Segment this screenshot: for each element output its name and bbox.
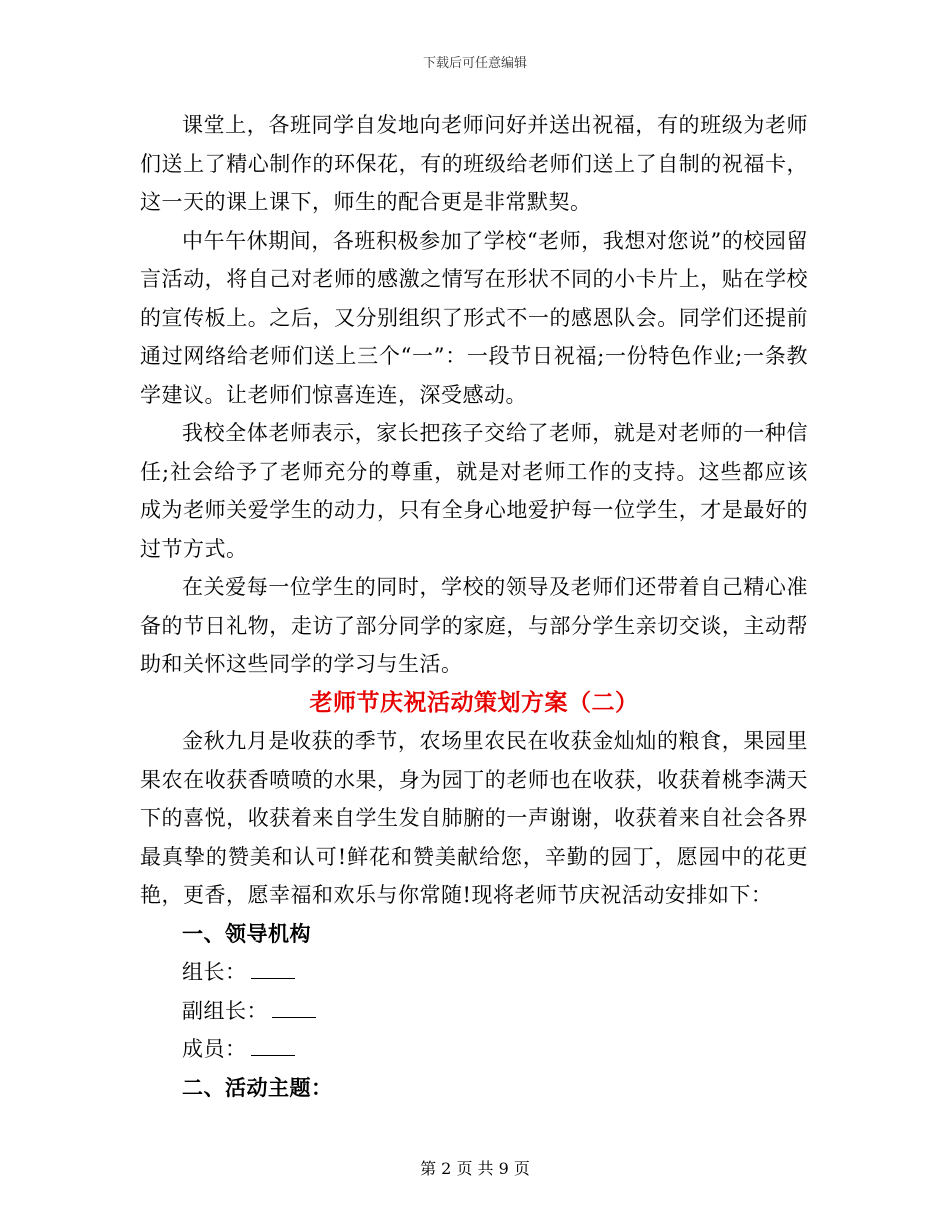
field-deputy-blank bbox=[272, 997, 316, 1018]
document-body bbox=[140, 106, 808, 1107]
page-header: 下载后可任意编辑 bbox=[422, 56, 527, 71]
field-deputy-label: 副组长： bbox=[182, 998, 268, 1023]
page-footer: 第 2 页 共 9 页 bbox=[420, 1159, 530, 1178]
field-leader-label: 组长： bbox=[182, 960, 247, 984]
paragraph-home-visit: 在关爱每一位学生的同时，学校的领导及老师们还带着自己精心准备的节日礼物，走访了部分同学的家庭，与部分学生亲切交谈，主动帮助和关怀这些同学的学习与生活。 bbox=[140, 575, 808, 676]
field-member-label: 成员： bbox=[182, 1037, 247, 1061]
field-deputy bbox=[140, 992, 808, 1031]
paragraph-teacher-statement: 我校全体老师表示，家长把孩子交给了老师，就是对老师的一种信任;社会给予了老师充分的尊重，就是对老师工作的支持。这些都应该成为老师关爱学生的动力，只有全身心地爱护每一位学生，才是最好的过节方式。 bbox=[140, 421, 808, 561]
paragraph-classroom: 课堂上，各班同学自发地向老师问好并送出祝福，有的班级为老师们送上了精心制作的环保花，有的班级给老师们送上了自制的祝福卡，这一天的课上课下，师生的配合更是非常默契。 bbox=[140, 113, 808, 214]
heading-leadership: 一、领导机构 bbox=[182, 920, 311, 946]
paragraph-noon-activity: 中午午休期间，各班积极参加了学校“老师，我想对您说”的校园留言活动，将自己对老师的感激之情写在形状不同的小卡片上，贴在学校的宣传板上。之后，又分别组织了形式不一的感恩队会。同学们还提前通过网络给老师们送上三个“一”：一段节日祝福;一份特色作业;一条教学建议。让老师们惊喜连连，深受感动。 bbox=[140, 228, 808, 407]
section-title: 老师节庆祝活动策划方案（二） bbox=[309, 688, 639, 716]
field-member-blank bbox=[251, 1035, 295, 1056]
paragraph-intro: 金秋九月是收获的季节，农场里农民在收获金灿灿的粮食，果园里果农在收获香喷喷的水果，身为园丁的老师也在收获，收获着桃李满天下的喜悦，收获着来自学生发自肺腑的一声谢谢，收获着来自社会各界最真挚的赞美和认可!鲜花和赞美献给您，辛勤的园丁，愿园中的花更艳，更香，愿幸福和欢乐与你常随!现将老师节庆祝活动安排如下： bbox=[140, 729, 808, 907]
field-member bbox=[140, 1030, 808, 1069]
field-leader bbox=[140, 953, 808, 992]
heading-theme: 二、活动主题： bbox=[182, 1074, 333, 1100]
field-leader-blank bbox=[251, 958, 295, 979]
